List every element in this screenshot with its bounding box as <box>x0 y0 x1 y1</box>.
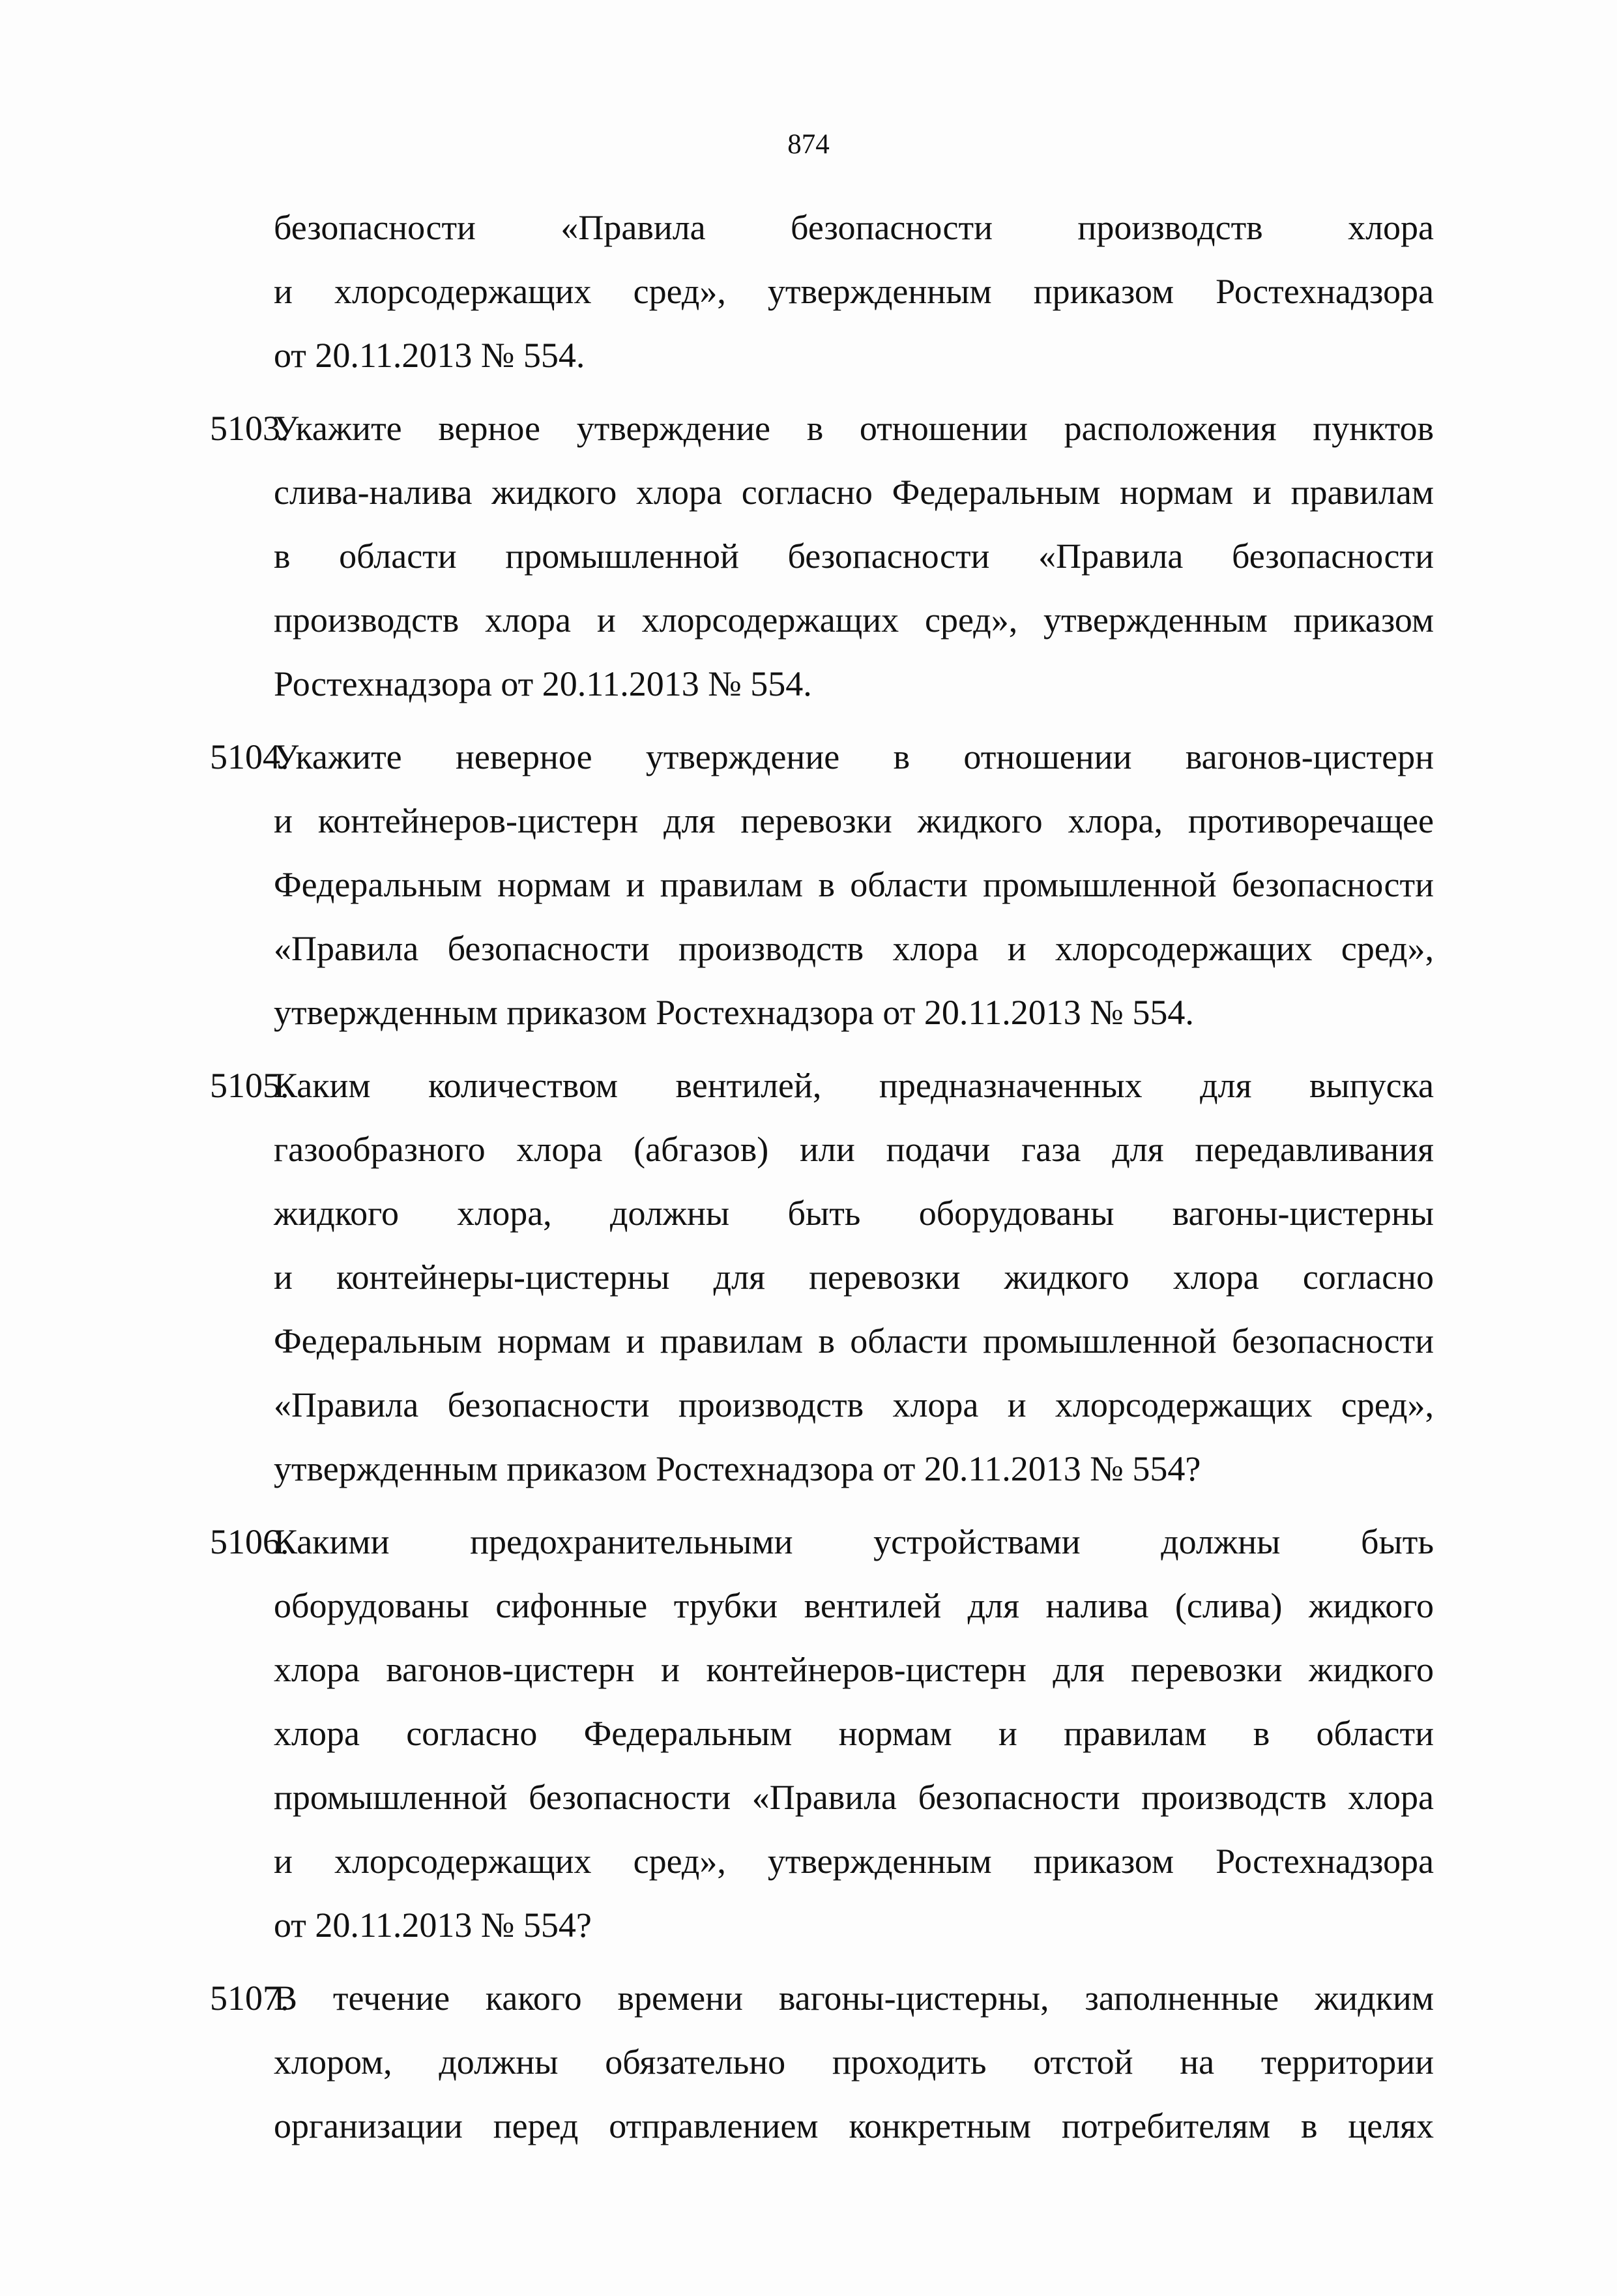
question-number: 5106. <box>210 1522 289 1561</box>
page-content <box>210 196 1434 2158</box>
text-line: хлора согласно Федеральным нормам и правилам в области <box>274 1714 1434 1753</box>
text-line: и контейнеры-цистерны для перевозки жидкого хлора согласно <box>274 1258 1434 1297</box>
page-number: 874 <box>787 129 830 160</box>
question-number: 5105. <box>210 1066 289 1105</box>
question-number: 5107. <box>210 1979 289 2018</box>
text-line: безопасности «Правила безопасности производств хлора <box>274 208 1434 247</box>
text-line: Федеральным нормам и правилам в области промышленной безопасности <box>274 865 1434 904</box>
text-line: Какими предохранительными устройствами должны быть <box>274 1522 1434 1561</box>
text-line: В течение какого времени вагоны-цистерны, заполненные жидким <box>274 1979 1434 2018</box>
text-line: в области промышленной безопасности «Правила безопасности <box>274 537 1434 576</box>
text-line: и контейнеров-цистерн для перевозки жидкого хлора, противоречащее <box>274 801 1434 840</box>
question-item <box>210 1053 1434 1501</box>
question-item <box>210 725 1434 1044</box>
text-line: Укажите верное утверждение в отношении расположения пунктов <box>274 409 1434 448</box>
text-line: хлора вагонов-цистерн и контейнеров-цистерн для перевозки жидкого <box>274 1650 1434 1689</box>
question-number: 5103. <box>210 409 289 448</box>
text-line: и хлорсодержащих сред», утвержденным приказом Ростехнадзора <box>274 1842 1434 1881</box>
question-item <box>210 1966 1434 2158</box>
text-line: и хлорсодержащих сред», утвержденным приказом Ростехнадзора <box>274 272 1434 311</box>
text-line: оборудованы сифонные трубки вентилей для налива (слива) жидкого <box>274 1586 1434 1625</box>
text-line: «Правила безопасности производств хлора и хлорсодержащих сред», <box>274 1385 1434 1424</box>
continuation-text <box>228 196 1434 387</box>
text-line: жидкого хлора, должны быть оборудованы вагоны-цистерны <box>274 1194 1434 1233</box>
question-item <box>210 396 1434 716</box>
question-item <box>210 1510 1434 1957</box>
text-line: Ростехнадзора от 20.11.2013 № 554. <box>274 664 812 703</box>
text-line: от 20.11.2013 № 554. <box>274 336 585 375</box>
text-line: от 20.11.2013 № 554? <box>274 1906 592 1945</box>
text-line: Каким количеством вентилей, предназначенных для выпуска <box>274 1066 1434 1105</box>
text-line: организации перед отправлением конкретным потребителям в целях <box>274 2106 1434 2145</box>
text-line: утвержденным приказом Ростехнадзора от 20.11.2013 № 554. <box>274 993 1194 1032</box>
text-line: «Правила безопасности производств хлора и хлорсодержащих сред», <box>274 929 1434 968</box>
text-line: производств хлора и хлорсодержащих сред», утвержденным приказом <box>274 600 1434 640</box>
text-line: промышленной безопасности «Правила безопасности производств хлора <box>274 1778 1434 1817</box>
text-line: утвержденным приказом Ростехнадзора от 20.11.2013 № 554? <box>274 1449 1201 1488</box>
text-line: слива-налива жидкого хлора согласно Федеральным нормам и правилам <box>274 473 1434 512</box>
text-line: хлором, должны обязательно проходить отстой на территории <box>274 2042 1434 2082</box>
text-line: газообразного хлора (абгазов) или подачи газа для передавливания <box>274 1130 1434 1169</box>
text-line: Укажите неверное утверждение в отношении вагонов-цистерн <box>274 737 1434 776</box>
text-line: Федеральным нормам и правилам в области промышленной безопасности <box>274 1321 1434 1361</box>
question-number: 5104. <box>210 737 289 776</box>
